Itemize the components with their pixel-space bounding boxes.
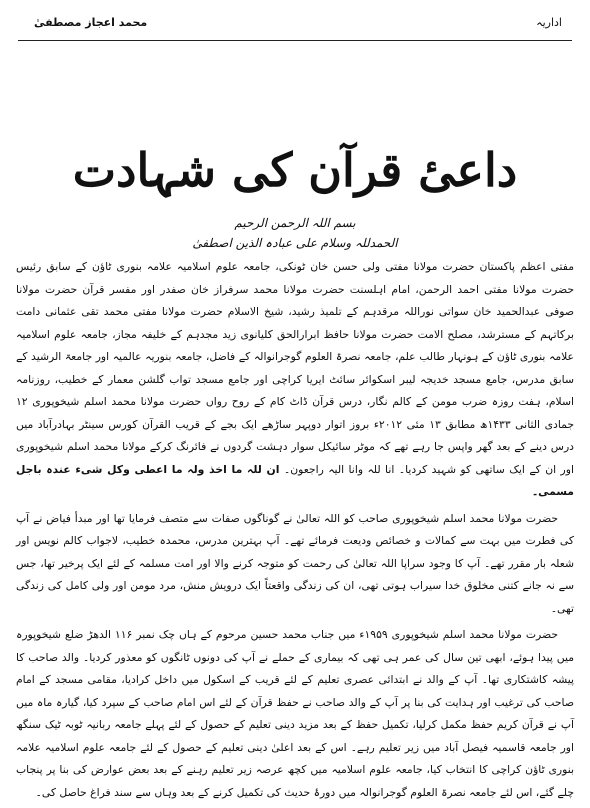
- paragraph-1-text: مفتی اعظم پاکستان حضرت مولانا مفتی ولی حسن خان ٹونکی، جامعہ علوم اسلامیہ علامہ بنوری ٹاؤن کے سابق رئیس حضرت مولانا مفتی احمد الرحمن، امام اہلسنت حضرت مولانا محمد سرفراز خان صفدر اور مفسر قرآن حضرت مولانا صوفی عبدالحمید خان سواتی نوراللہ مرقدہم کے تلمیذ رشید، شیخ الاسلام حضرت مولانا مفتی محمد تقی عثمانی دامت برکاتہم کے مسترشد، مصلح الامت حضرت مولانا حافظ ابرارالحق کلیانوی زید مجدہم کے خلیفہ مجاز، جامعہ علوم اسلامیہ علامہ بنوری ٹاؤن کے ہونہار طالب علم، جامعہ نصرۃ العلوم گوجرانوالہ کے فاضل، جامعہ بنوریہ عالمیہ اور جامعۃ الرشید کے سابق مدرس، جامع مسجد خدیجہ لیبر اسکوائر سائٹ ایریا کراچی اور جامع مسجد تواب گلشن معمار کے خطیب، روزنامہ اسلام، ہفت روزہ ضرب مومن کے کالم نگار، درس قرآن ڈاٹ کام کے روح رواں حضرت مولانا محمد اسلم شیخوپوری ۱۲ جمادی الثانی ۱۴۳۳ھ مطابق ۱۳ مئی ۲۰۱۲ء بروز اتوار دوپہر ساڑھے ایک بجے کے قریب القرآن کورس سینٹر بہادرآباد میں درس دینے کے بعد گھر واپس جا رہے تھے کہ موٹر سائیکل سوار دہشت گردوں نے فائرنگ کرکے مولانا محمد اسلم شیخوپوری اور ان کے ایک ساتھی کو شہید کردیا۔ انا للہ وانا الیہ راجعون۔: [16, 260, 575, 476]
- article-body: [16, 256, 574, 808]
- paragraph-1: [16, 256, 574, 504]
- bismillah-line: بسم اللہ الرحمن الرحیم: [234, 216, 356, 230]
- quranic-quote: ان للہ ما اخذ ولہ ما اعطی وکل شیء عندہ باجل مسمی۔: [16, 462, 574, 498]
- paragraph-3: حضرت مولانا محمد اسلم شیخوپوری ۱۹۵۹ء میں جناب محمد حسین مرحوم کے ہاں چک نمبر ۱۱۶ الدھڑ ضلع شیخوپورہ میں پیدا ہوئے، ابھی تین سال کی عمر ہی تھی کہ بیماری کے حملے نے آپ کی دونوں ٹانگوں کو معذور کردیا۔ والد صاحب کا پیشہ کاشتکاری تھا۔ آپ کے والد نے ابتدائی عصری تعلیم کے لئے قریب کے اسکول میں داخل کرادیا، مقامی مسجد کے امام صاحب کی ترغیب اور ہدایت کی بنا پر آپ کے والد صاحب نے حفظ قرآن کے لئے اس امام صاحب کے سپرد کیا، گیارہ ماہ میں آپ نے قرآن کریم حفظ مکمل کرلیا، تکمیل حفظ کے بعد مزید دینی تعلیم کے حصول کے لئے پہلے جامعہ ربانیہ ٹوبہ ٹیک سنگھ اور جامعہ قاسمیہ فیصل آباد میں زیر تعلیم رہے۔ اس کے بعد اعلیٰ دینی تعلیم کے حصول کے لئے جامعہ علوم اسلامیہ علامہ بنوری ٹاؤن کراچی کا انتخاب کیا، جامعہ علوم اسلامیہ میں کچھ عرصہ زیر تعلیم رہنے کے بعد بعض عوارض کی بنا پر پنجاب چلے گئے، اس لئے جامعہ نصرۃ العلوم گوجرانوالہ میں دورۂ حدیث کی تکمیل کرنے کے بعد وہاں سے سند فراغ حاصل کی۔: [16, 628, 574, 799]
- header-divider: [18, 40, 572, 41]
- article-title: داعیٔ قرآن کی شہادت: [72, 143, 518, 197]
- paragraph-2: حضرت مولانا محمد اسلم شیخوپوری صاحب کو اللہ تعالیٰ نے گوناگوں صفات سے متصف فرمایا تھا اور مبدأ فیاض نے آپ کی فطرت میں بہت سے کمالات و خصائص ودیعت فرمائے تھے۔ آپ بہترین مدرس، محمدہ خطیب، لاجواب کالم نویس اور شعلہ بار مقرر تھے۔ آپ کا وجود سراپا اللہ تعالیٰ کی رحمت کو متوجہ کرنے والا اور امت مسلمہ کے لئے ایک پرخیر تھا، جس سے نہ جانے کتنی مخلوق خدا سیراب ہوتی تھی، ان کی زندگی واقعتاً ایک درویش منش، مرد مومن اور ولی کامل کی زندگی تھی۔: [16, 511, 574, 615]
- author-name: محمد اعجاز مصطفیٰ: [34, 16, 148, 29]
- section-label: اداریہ: [536, 16, 562, 29]
- hamd-line: الحمدللہ وسلام علی عبادہ الذین اصطفیٰ: [192, 236, 398, 250]
